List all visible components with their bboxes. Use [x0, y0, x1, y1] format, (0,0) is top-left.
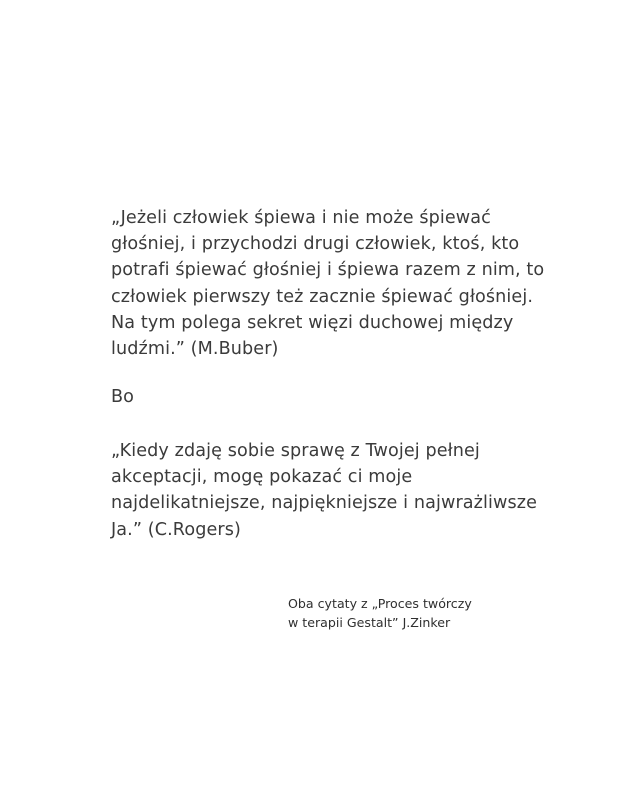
buber-quote — [111, 205, 551, 362]
connector-text: Bo — [111, 387, 135, 407]
quote-line: potrafi śpiewać głośniej i śpiewa razem z nim, to — [111, 260, 545, 281]
quote-line: najdelikatniejsze, najpiękniejsze i najwrażliwsze — [111, 493, 537, 514]
source-line: w terapii Gestalt” J.Zinker — [288, 615, 451, 630]
source-attribution — [288, 594, 588, 632]
quote-line: akceptacji, mogę pokazać ci moje — [111, 467, 413, 488]
quote-line: Ja.” (C.Rogers) — [111, 519, 241, 540]
quote-line: ludźmi.” (M.Buber) — [111, 339, 279, 360]
quote-line: człowiek pierwszy też zacznie śpiewać głośniej. — [111, 286, 534, 307]
quote-line: głośniej, i przychodzi drugi człowiek, ktoś, kto — [111, 234, 520, 255]
source-line: Oba cytaty z „Proces twórczy — [288, 596, 472, 611]
connector-word — [111, 384, 551, 410]
rogers-quote — [111, 438, 551, 543]
quote-line: Na tym polega sekret więzi duchowej między — [111, 312, 514, 333]
quote-line: „Kiedy zdaję sobie sprawę z Twojej pełnej — [111, 441, 480, 461]
quote-line: „Jeżeli człowiek śpiewa i nie może śpiewać — [111, 208, 491, 228]
